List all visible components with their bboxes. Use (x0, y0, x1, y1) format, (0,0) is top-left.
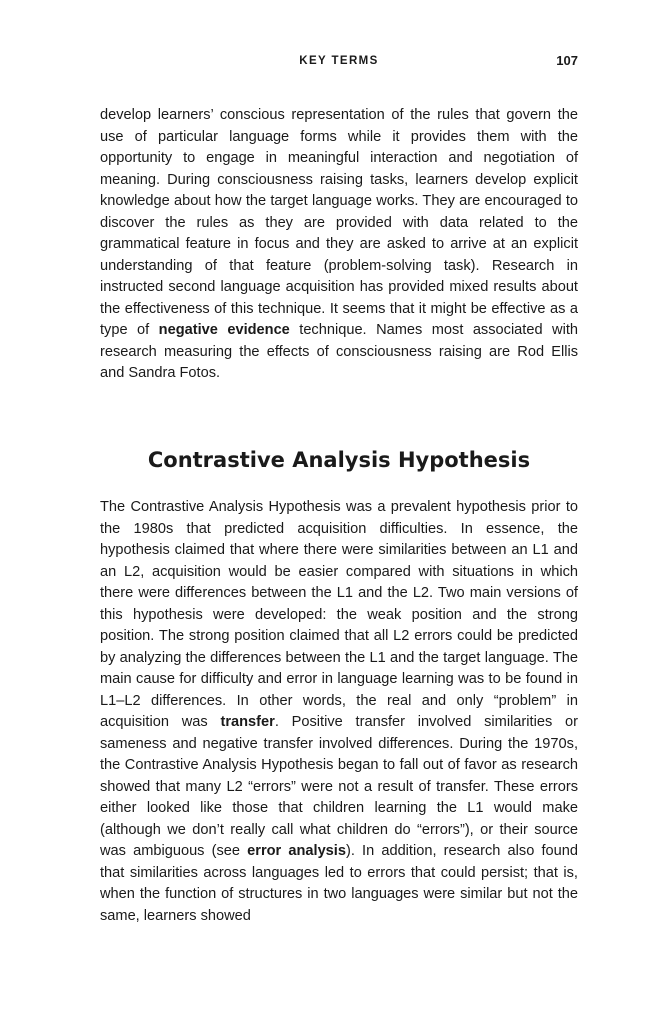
paragraph-contrastive-analysis (100, 497, 578, 927)
running-title: KEY TERMS (299, 55, 379, 67)
paragraph-consciousness-raising (100, 105, 578, 385)
running-head (100, 53, 578, 71)
paragraph-text: . Positive transfer involved similarities or sameness and negative transfer involved differences. During the 1970s, the Contrastive Analysis Hypothesis began to fall out of favor as research showed that many L2 “errors” were not a result of transfer. These errors either looked like those that children learning the L1 would make (although we don’t really call what children do “errors”), or their source was ambiguous (see (100, 714, 578, 859)
paragraph-text: technique. Names most associated with research measuring the effects of consciousness raising are Rod Ellis and Sandra Fotos. (100, 322, 578, 381)
key-term-transfer: transfer (220, 714, 275, 730)
paragraph-text: develop learners’ conscious representation of the rules that govern the use of particular language forms while it provides them with the opportunity to engage in meaningful interaction and negotiation of meaning. During consciousness raising tasks, learners develop explicit knowledge about how the target language works. They are encouraged to discover the rules as they are provided with data related to the grammatical feature in focus and they are asked to arrive at an explicit understanding of that feature (problem-solving task). Research in instructed second language acquisition has provided mixed results about the effectiveness of this technique. It seems that it might be effective as a type of (100, 107, 578, 338)
page-number: 107 (556, 53, 578, 68)
paragraph-text: ). In addition, research also found that similarities across languages led to errors that could persist; that is, when the function of structures in two languages were similar but not the same, learners showed (100, 843, 578, 924)
key-term-error-analysis: error analysis (247, 843, 346, 859)
section-heading: Contrastive Analysis Hypothesis (147, 448, 531, 472)
key-term-negative-evidence: negative evidence (158, 322, 290, 338)
paragraph-text: The Contrastive Analysis Hypothesis was a prevalent hypothesis prior to the 1980s that predicted acquisition difficulties. In essence, the hypothesis claimed that where there were similarities between an L1 and an L2, acquisition would be easier compared with situations in which there were differences between the L1 and the L2. Two main versions of this hypothesis were developed: the weak position and the strong position. The strong position claimed that all L2 errors could be predicted by analyzing the differences between the L1 and the target language. The main cause for difficulty and error in language learning was to be found in L1–L2 differences. In other words, the real and only “problem” in acquisition was (100, 499, 578, 730)
